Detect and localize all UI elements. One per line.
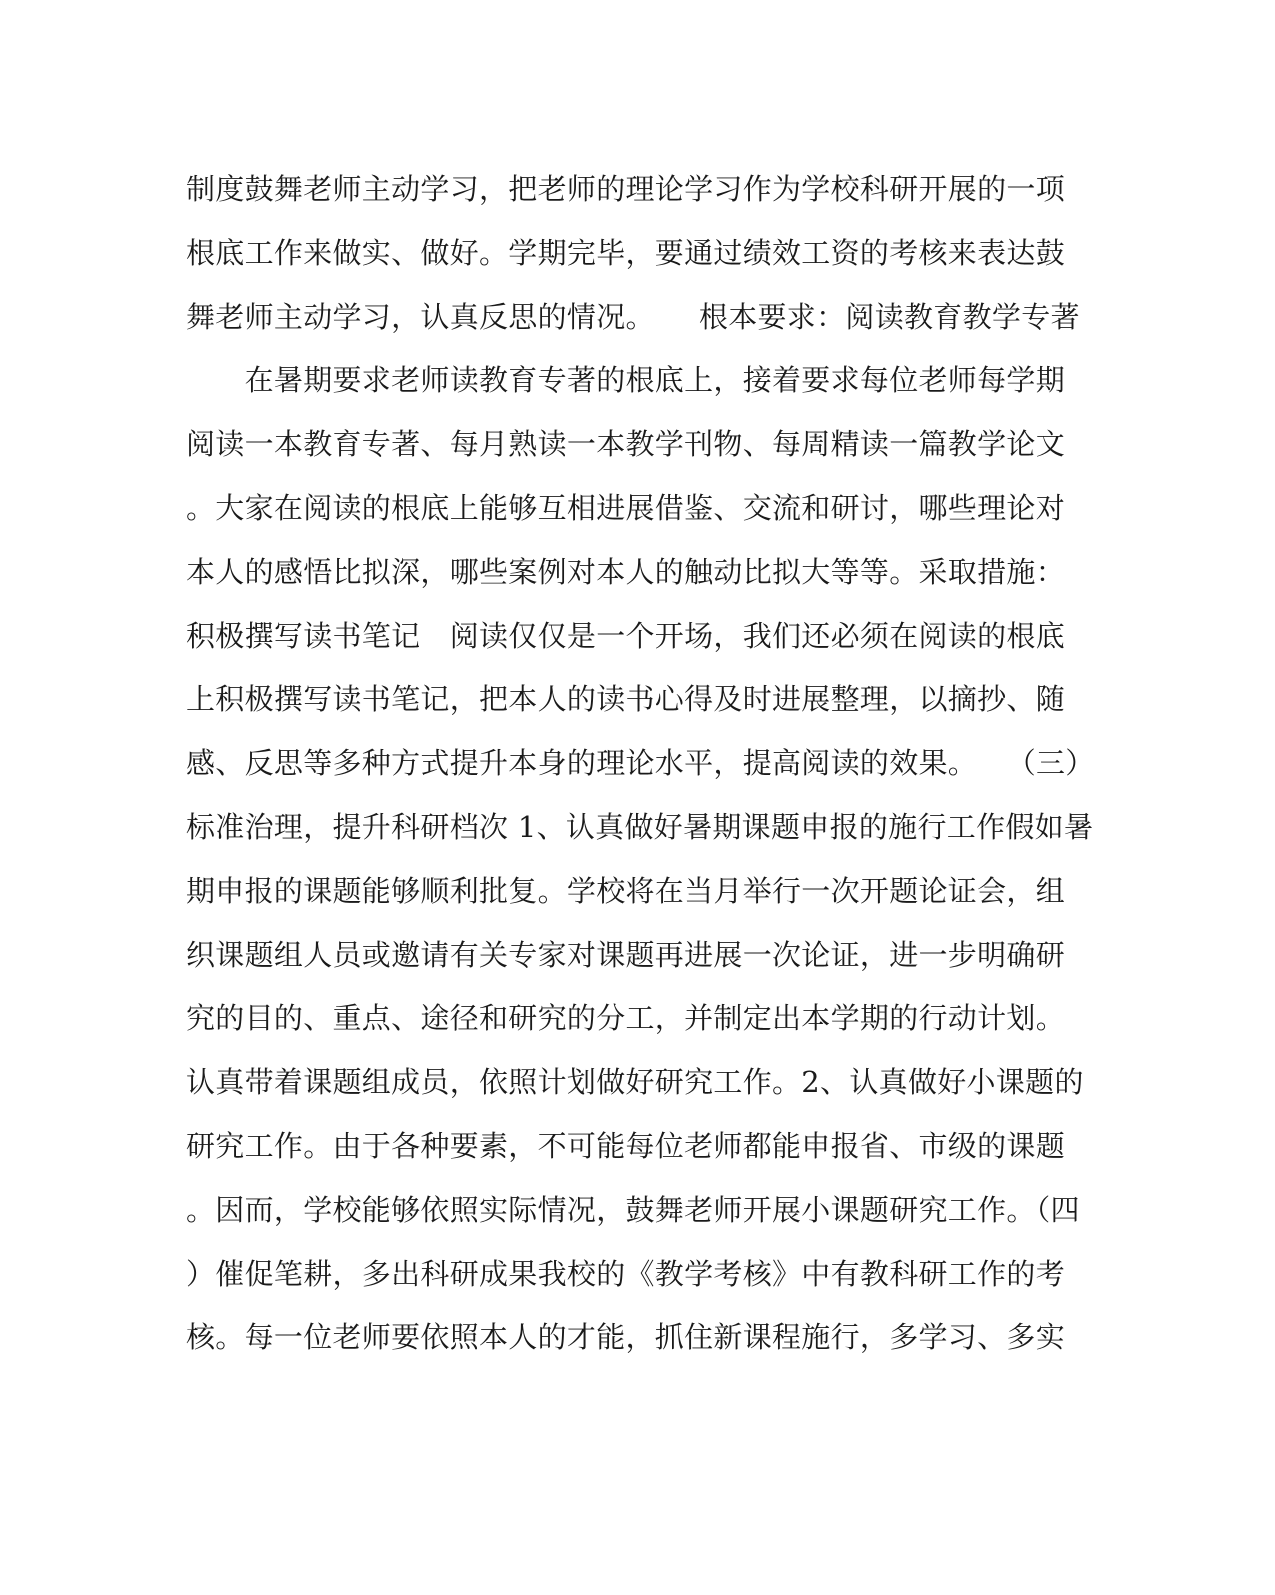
text-line: 认真带着课题组成员，依照计划做好研究工作。2、认真做好小课题的 [186,1065,1084,1100]
text-line: 感、反思等多种方式提升本身的理论水平，提高阅读的效果。 （三） [186,746,1095,781]
text-line: 积极撰写读书笔记 阅读仅仅是一个开场，我们还必须在阅读的根底 [186,618,1066,653]
text-line: 究的目的、重点、途径和研究的分工，并制定出本学期的行动计划。 [186,1001,1066,1036]
text-line: 上积极撰写读书笔记，把本人的读书心得及时进展整理，以摘抄、随 [186,682,1066,717]
text-line: 在暑期要求老师读教育专著的根底上，接着要求每位老师每学期 [186,363,1066,398]
text-line: ）催促笔耕，多出科研成果我校的《教学考核》中有教科研工作的考 [186,1256,1066,1291]
text-line: 根底工作来做实、做好。学期完毕，要通过绩效工资的考核来表达鼓 [186,235,1066,270]
text-line: 织课题组人员或邀请有关专家对课题再进展一次论证，进一步明确研 [186,937,1066,972]
text-line: 。大家在阅读的根底上能够互相进展借鉴、交流和研讨，哪些理论对 [186,490,1066,525]
text-line: 研究工作。由于各种要素，不可能每位老师都能申报省、市级的课题 [186,1128,1066,1163]
text-line: 舞老师主动学习，认真反思的情况。 根本要求：阅读教育教学专著 [186,299,1080,334]
text-line: 制度鼓舞老师主动学习，把老师的理论学习作为学校科研开展的一项 [186,172,1066,206]
text-line: 。因而，学校能够依照实际情况，鼓舞老师开展小课题研究工作。（四 [186,1192,1080,1227]
text-line: 标准治理，提升科研档次 1、认真做好暑期课题申报的施行工作假如暑 [186,809,1094,844]
text-line: 阅读一本教育专著、每月熟读一本教学刊物、每周精读一篇教学论文 [186,427,1066,462]
text-line: 本人的感悟比拟深，哪些案例对本人的触动比拟大等等。采取措施： [186,554,1066,589]
text-line: 期申报的课题能够顺利批复。学校将在当月举行一次开题论证会，组 [186,873,1066,908]
text-line: 核。每一位老师要依照本人的才能，抓住新课程施行，多学习、多实 [186,1320,1066,1355]
body-text [186,158,1095,1370]
